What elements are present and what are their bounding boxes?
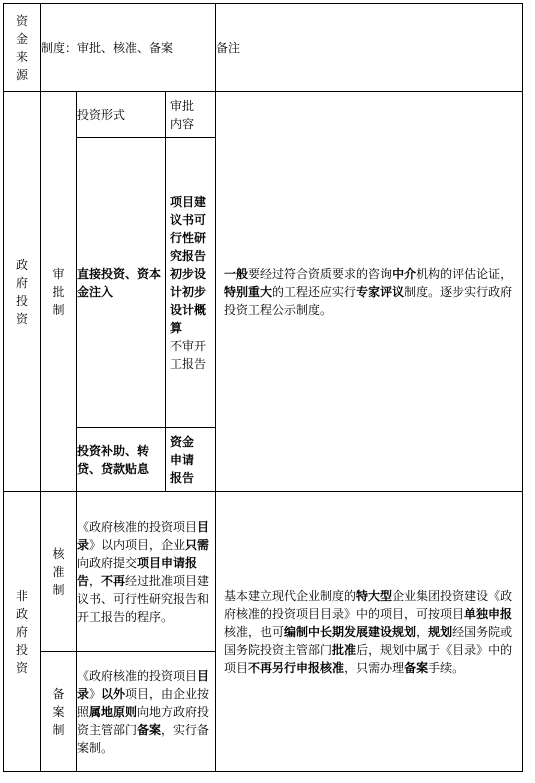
gov-content-subsidy-bold: 资金申请报告 [170, 434, 195, 485]
gov-subheader-row [4, 92, 523, 138]
gov-note-segment: 要经过符合资质要求的咨询 [248, 266, 393, 281]
nongov-approval-segment: 向政府提交 [77, 555, 138, 570]
nongov-note-segment: 单独申报 [464, 606, 513, 621]
nongov-approval-segment: 经过批准项目建议书、可行性研究报告和开工报告的程序。 [77, 573, 210, 624]
nongov-row-approval [4, 492, 523, 652]
header-system [41, 4, 216, 92]
nongov-investment-label-text: 非政府投资 [15, 588, 28, 675]
nongov-note-segment: 企业集团投资建设《政府核准的投资项目目录》中的项目，可按项目 [224, 588, 513, 621]
investment-system-table [3, 3, 523, 772]
nongov-approval-segment: 目录 [77, 519, 210, 552]
nongov-approval-segment: 《政府核准的投资项目 [77, 519, 198, 534]
nongov-filing-segment: 》 [89, 686, 102, 701]
nongov-note-segment: 基本建立现代企业制度的 [224, 588, 357, 603]
nongov-filing-segment: 属地原则 [89, 704, 138, 719]
nongov-filing-segment: 目录 [77, 668, 210, 701]
investment-form-header-text: 投资形式 [77, 107, 126, 122]
header-row [4, 4, 523, 92]
gov-note-segment: 中介 [392, 266, 417, 281]
gov-note-segment: 一般 [224, 266, 249, 281]
nongov-approval-desc [77, 492, 216, 652]
gov-form-subsidy [77, 428, 166, 492]
nongov-approval-segment: 》以内项目，企业 [89, 537, 186, 552]
header-system-text: 制度：审批、核准、备案 [41, 40, 174, 55]
nongov-filing-segment: 《政府核准的投资项目 [77, 668, 198, 683]
nongov-note [216, 492, 523, 772]
nongov-filing-segment: ，实行备案制。 [77, 722, 210, 755]
nongov-note-segment: 后，规划中属于《目录》中的项目 [224, 642, 513, 675]
gov-content-subsidy [166, 428, 216, 492]
gov-investment-label-text: 政府投资 [15, 257, 28, 326]
gov-form-subsidy-text: 投资补助、转贷、贷款贴息 [77, 443, 150, 476]
gov-content-direct-bold: 项目建议书可行性研究报告初步设计初步设计概算 [170, 194, 207, 335]
nongov-note-segment: 备案 [404, 660, 429, 675]
nongov-note-segment: ， [416, 624, 429, 639]
approval-content-header [166, 92, 216, 138]
nongov-note-segment: 特大型 [356, 588, 393, 603]
nongov-approval-segment: 不再 [101, 573, 126, 588]
nongov-filing-desc-text [77, 667, 215, 757]
header-fund-source [4, 4, 41, 92]
nongov-note-segment: 规划 [428, 624, 453, 639]
nongov-approval-segment: ， [89, 573, 102, 588]
approval-content-header-text: 审批内容 [170, 98, 195, 131]
nongov-filing-desc [77, 652, 216, 772]
nongov-note-segment: 经国务院或国务院投资主管部门 [224, 624, 513, 657]
nongov-approval-segment: 项目申请报告 [77, 555, 198, 588]
gov-note-segment: 专家评议 [356, 284, 405, 299]
gov-content-direct [166, 138, 216, 428]
nongov-filing-system-label [41, 652, 77, 772]
gov-approval-system-label [41, 92, 77, 492]
nongov-filing-segment: 向地方政府投资主管部门 [77, 704, 210, 737]
investment-form-header [77, 92, 166, 138]
nongov-note-segment: 手续。 [428, 660, 465, 675]
gov-form-direct-text: 直接投资、资本金注入 [77, 266, 162, 299]
gov-note-segment: 机构的评估论证， [416, 266, 513, 281]
nongov-filing-system-text: 备案制 [52, 686, 65, 737]
gov-note [216, 92, 523, 492]
nongov-note-segment: 核准，也可 [224, 624, 285, 639]
nongov-note-text [224, 587, 514, 677]
nongov-approval-system-text: 核准制 [52, 546, 65, 597]
gov-form-direct [77, 138, 166, 428]
nongov-investment-label [4, 492, 41, 772]
nongov-note-segment: 批准 [332, 642, 357, 657]
header-fund-source-text: 资金来源 [15, 13, 28, 82]
nongov-filing-segment: 备案 [137, 722, 162, 737]
nongov-approval-system-label [41, 492, 77, 652]
gov-note-text [224, 265, 514, 319]
nongov-approval-desc-text [77, 518, 215, 626]
gov-investment-label [4, 92, 41, 492]
header-note-text: 备注 [216, 40, 241, 55]
gov-note-segment: 特别重大 [224, 284, 273, 299]
nongov-filing-segment: 项目，由企业按照 [77, 686, 210, 719]
gov-content-direct-normal: 不审开工报告 [170, 338, 207, 371]
nongov-note-segment: 不再另行申报核准 [248, 660, 345, 675]
nongov-filing-segment: 以外 [101, 686, 126, 701]
header-note [216, 4, 523, 92]
nongov-note-segment: ，只需办理 [344, 660, 405, 675]
gov-note-segment: 的工程还应实行 [272, 284, 357, 299]
nongov-note-segment: 编制中长期发展建设规划 [284, 624, 417, 639]
nongov-approval-segment: 只需 [185, 537, 210, 552]
gov-note-segment: 制度。逐步实行政府投资工程公示制度。 [224, 284, 513, 317]
gov-approval-system-text: 审批制 [52, 266, 65, 317]
